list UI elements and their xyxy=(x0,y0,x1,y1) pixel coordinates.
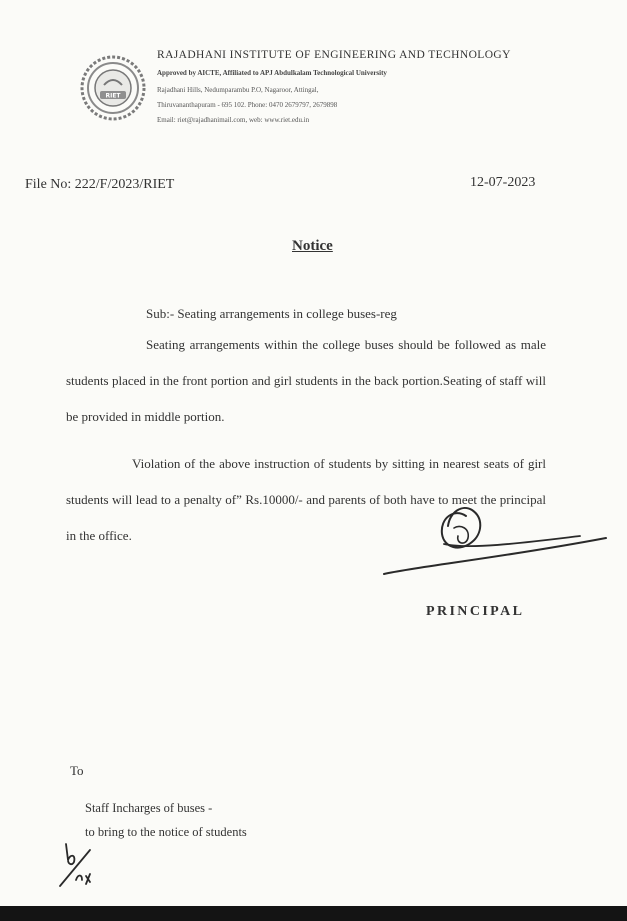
notice-title: Notice xyxy=(292,238,333,254)
file-number: File No: 222/F/2023/RIET xyxy=(25,177,175,192)
institute-address-line1: Rajadhani Hills, Nedumparambu P.O, Nagaroor, Attingal, xyxy=(157,86,319,94)
institute-approval: Approved by AICTE, Affiliated to APJ Abdulkalam Technological University xyxy=(157,69,387,77)
recipient-line-2: to bring to the notice of students xyxy=(85,825,247,839)
handwritten-initials xyxy=(56,840,102,890)
notice-paragraph-1: Seating arrangements within the college buses should be followed as male students placed in the front portion and girl students in the back portion.Seating of staff will be provided in middle portion. xyxy=(66,337,546,424)
recipient-line-1: Staff Incharges of buses - xyxy=(85,801,213,815)
notice-date: 12-07-2023 xyxy=(470,175,536,190)
institute-name: RAJADHANI INSTITUTE OF ENGINEERING AND TECHNOLOGY xyxy=(157,49,511,61)
institute-address-line2: Thiruvananthapuram - 695 102. Phone: 0470 2679797, 2679898 xyxy=(157,101,338,109)
principal-signature xyxy=(380,498,610,580)
institute-contact: Email: riet@rajadhanimail.com, web: www.riet.edu.in xyxy=(157,116,310,124)
recipient-to: To xyxy=(70,763,84,778)
notice-paragraph-2: Violation of the above instruction of students by sitting in nearest seats of girl students will lead to a penalty of” Rs.10000/- and parents of both have to meet the principal in the office. xyxy=(66,456,546,543)
signatory-title: PRINCIPAL xyxy=(426,604,525,619)
notice-subject: Sub:- Seating arrangements in college buses-reg xyxy=(146,306,397,321)
bottom-bar xyxy=(0,906,627,921)
logo-text: RIET xyxy=(105,92,121,100)
institute-logo xyxy=(80,55,146,121)
